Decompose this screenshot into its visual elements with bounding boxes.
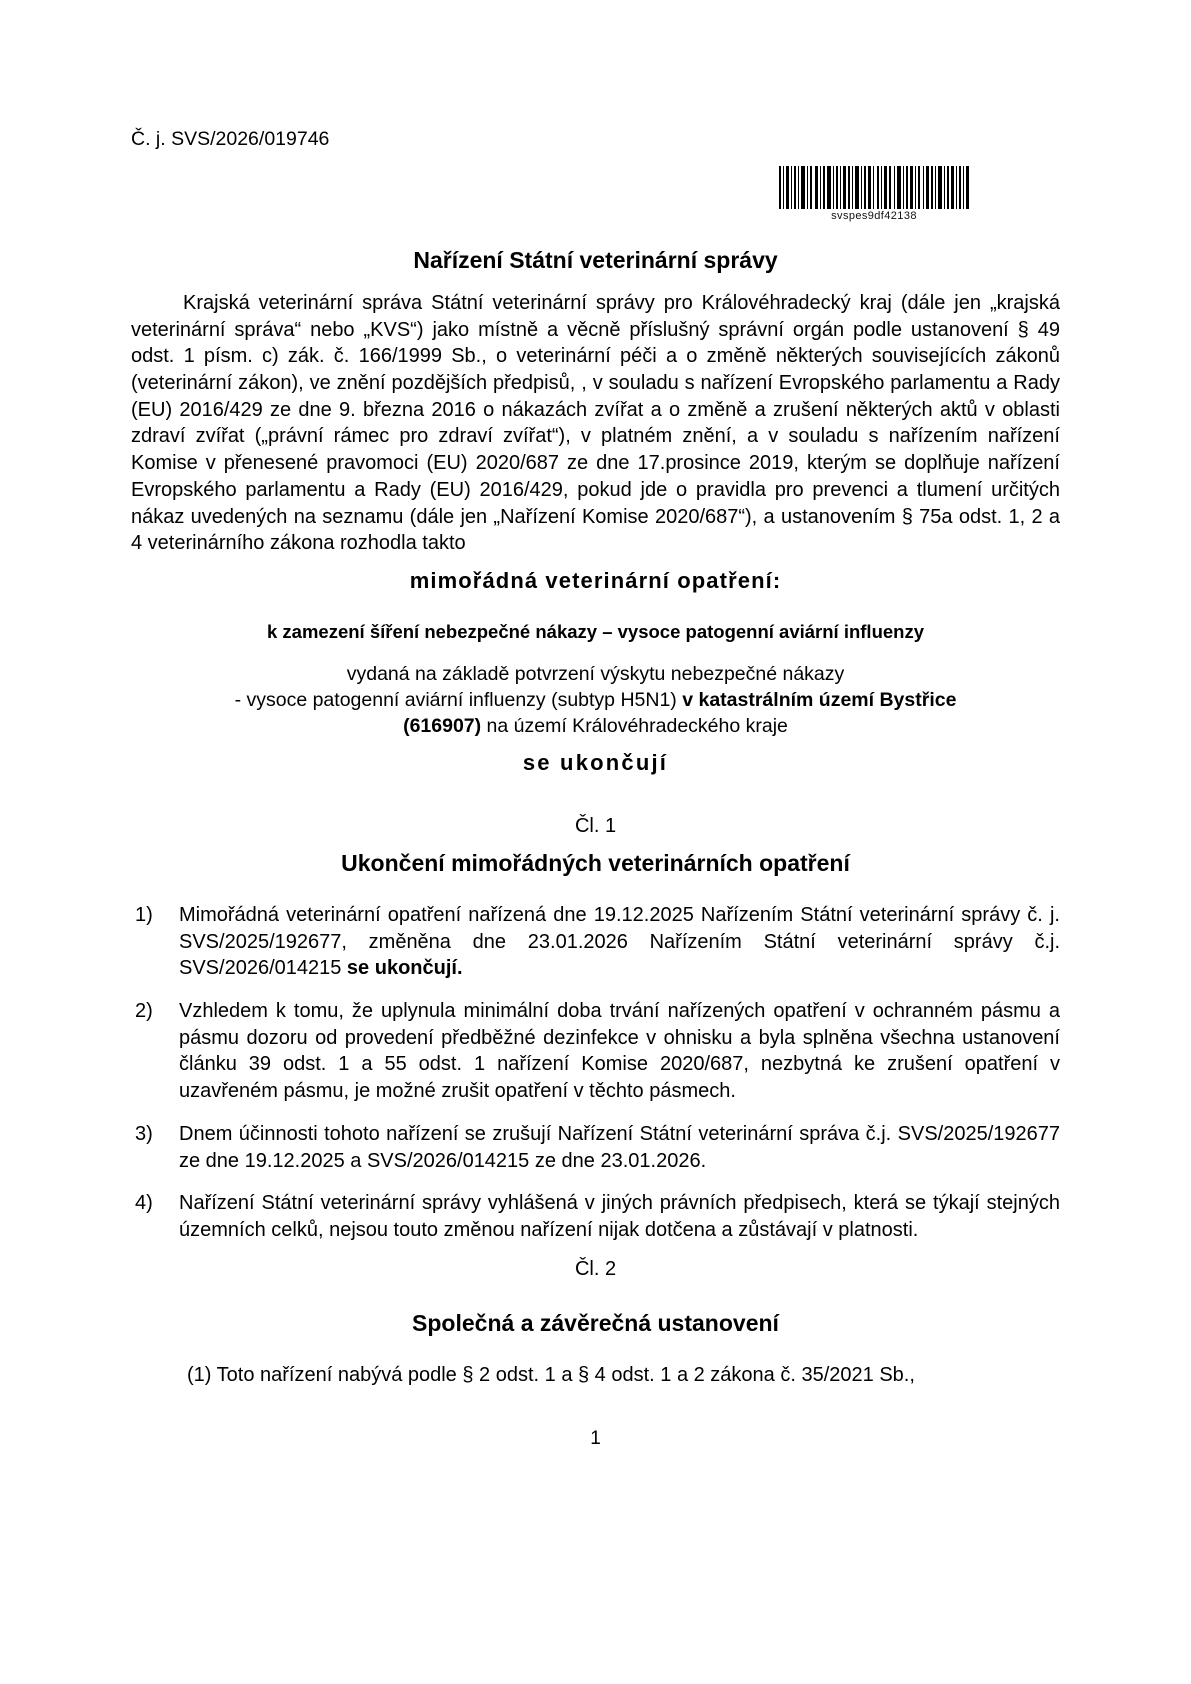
list-item-text: Vzhledem k tomu, že uplynula minimální doba trvání nařízených opatření v ochranném pásmu a pásmu dozoru od provedení předběžné dezinfekce v ohnisku a byla splněna všechna ustanovení článku 39 odst. 1 a 55 odst. 1 nařízení Komise 2020/687, nezbytná ke zrušení opatření v uzavřeném pásmu, je možné zrušit opatření v těchto pásmech. (179, 1000, 1060, 1103)
barcode-block (778, 166, 970, 222)
termination-heading: se ukončují (522, 750, 669, 775)
list-item (131, 902, 1060, 982)
article-2-paragraph-1: (1) Toto nařízení nabývá podle § 2 odst. 1 a § 4 odst. 1 a 2 zákona č. 35/2021 Sb., (187, 1364, 915, 1386)
list-item-text: Mimořádná veterinární opatření nařízená dne 19.12.2025 Nařízením Státní veterinární správy č. j. SVS/2025/192677, změněna dne 23.01.2026 Nařízením Státní veterinární správy č.j. SVS/2026/014215 (179, 904, 1060, 980)
list-item-text: Nařízení Státní veterinární správy vyhlášená v jiných právních předpisech, která se týkají stejných územních celků, nejsou touto změnou nařízení nijak dotčena a zůstávají v platnosti. (179, 1192, 1060, 1241)
article-2-number: Čl. 2 (574, 1258, 617, 1280)
article-1-item-list (131, 902, 1060, 1244)
barcode-image (778, 166, 970, 209)
barcode-label: svspes9df42138 (831, 210, 917, 222)
issued-line-2 (131, 688, 1060, 714)
article-2-title: Společná a závěrečná ustanovení (412, 1310, 779, 1336)
issued-line-1: vydaná na základě potvrzení výskytu nebezpečné nákazy (346, 663, 845, 685)
article-1-title: Ukončení mimořádných veterinárních opatření (341, 850, 850, 876)
list-item-marker: 3) (135, 1122, 153, 1145)
issued-line-3 (131, 714, 1060, 740)
list-item (131, 1190, 1060, 1243)
page-title: Nařízení Státní veterinární správy (413, 247, 778, 273)
page-number: 1 (590, 1428, 601, 1449)
document-reference-number: Č. j. SVS/2026/019746 (131, 128, 330, 150)
list-item-marker: 4) (135, 1192, 153, 1215)
intro-paragraph: Krajská veterinární správa Státní veterinární správy pro Královéhradecký kraj (dále jen „krajská veterinární správa“ nebo „KVS“) jako místně a věcně příslušný správní orgán podle ustanovení § 49 odst. 1 písm. c) zák. č. 166/1999 Sb., o veterinární péči a o změně některých souvisejících zákonů (veterinární zákon), ve znění pozdějších předpisů, , v souladu s nařízení Evropského parlamentu a Rady (EU) 2016/429 ze dne 9. března 2016 o nákazách zvířat a o změně a zrušení některých aktů v oblasti zdraví zvířat („právní rámec pro zdraví zvířat“), v platném znění, a v souladu s nařízením nařízení Komise v přenesené pravomoci (EU) 2020/687 ze dne 17.prosince 2019, kterým se doplňuje nařízení Evropského parlamentu a Rady (EU) 2016/429, pokud jde o pravidla pro prevenci a tlumení určitých nákaz uvedených na seznamu (dále jen „Nařízení Komise 2020/687“), a ustanovením § 75a odst. 1, 2 a 4 veterinárního zákona rozhodla takto (131, 292, 1060, 555)
list-item-text: Dnem účinnosti tohoto nařízení se zrušují Nařízení Státní veterinární správa č.j. SVS/2025/192677 ze dne 19.12.2025 a SVS/2026/014215 ze dne 23.01.2026. (179, 1122, 1060, 1172)
list-item (131, 998, 1060, 1105)
cadastral-code: (616907) (403, 714, 482, 737)
issued-line-3-rest: na území Královéhradeckého kraje (481, 714, 788, 737)
list-item-marker: 1) (135, 904, 153, 926)
list-item (131, 1121, 1060, 1174)
issued-line-2-location: v katastrálním území Bystřice (682, 688, 957, 711)
measure-heading: mimořádná veterinární opatření: (409, 568, 782, 593)
measure-subheading: k zamezení šíření nebezpečné nákazy – vysoce patogenní aviární influenzy (267, 621, 924, 642)
issued-line-2-prefix: - vysoce patogenní aviární influenzy (subtyp H5N1) (234, 688, 683, 711)
list-item-emphasis: se ukončují. (346, 957, 463, 980)
article-1-number: Čl. 1 (574, 815, 617, 837)
list-item-marker: 2) (135, 1000, 153, 1023)
